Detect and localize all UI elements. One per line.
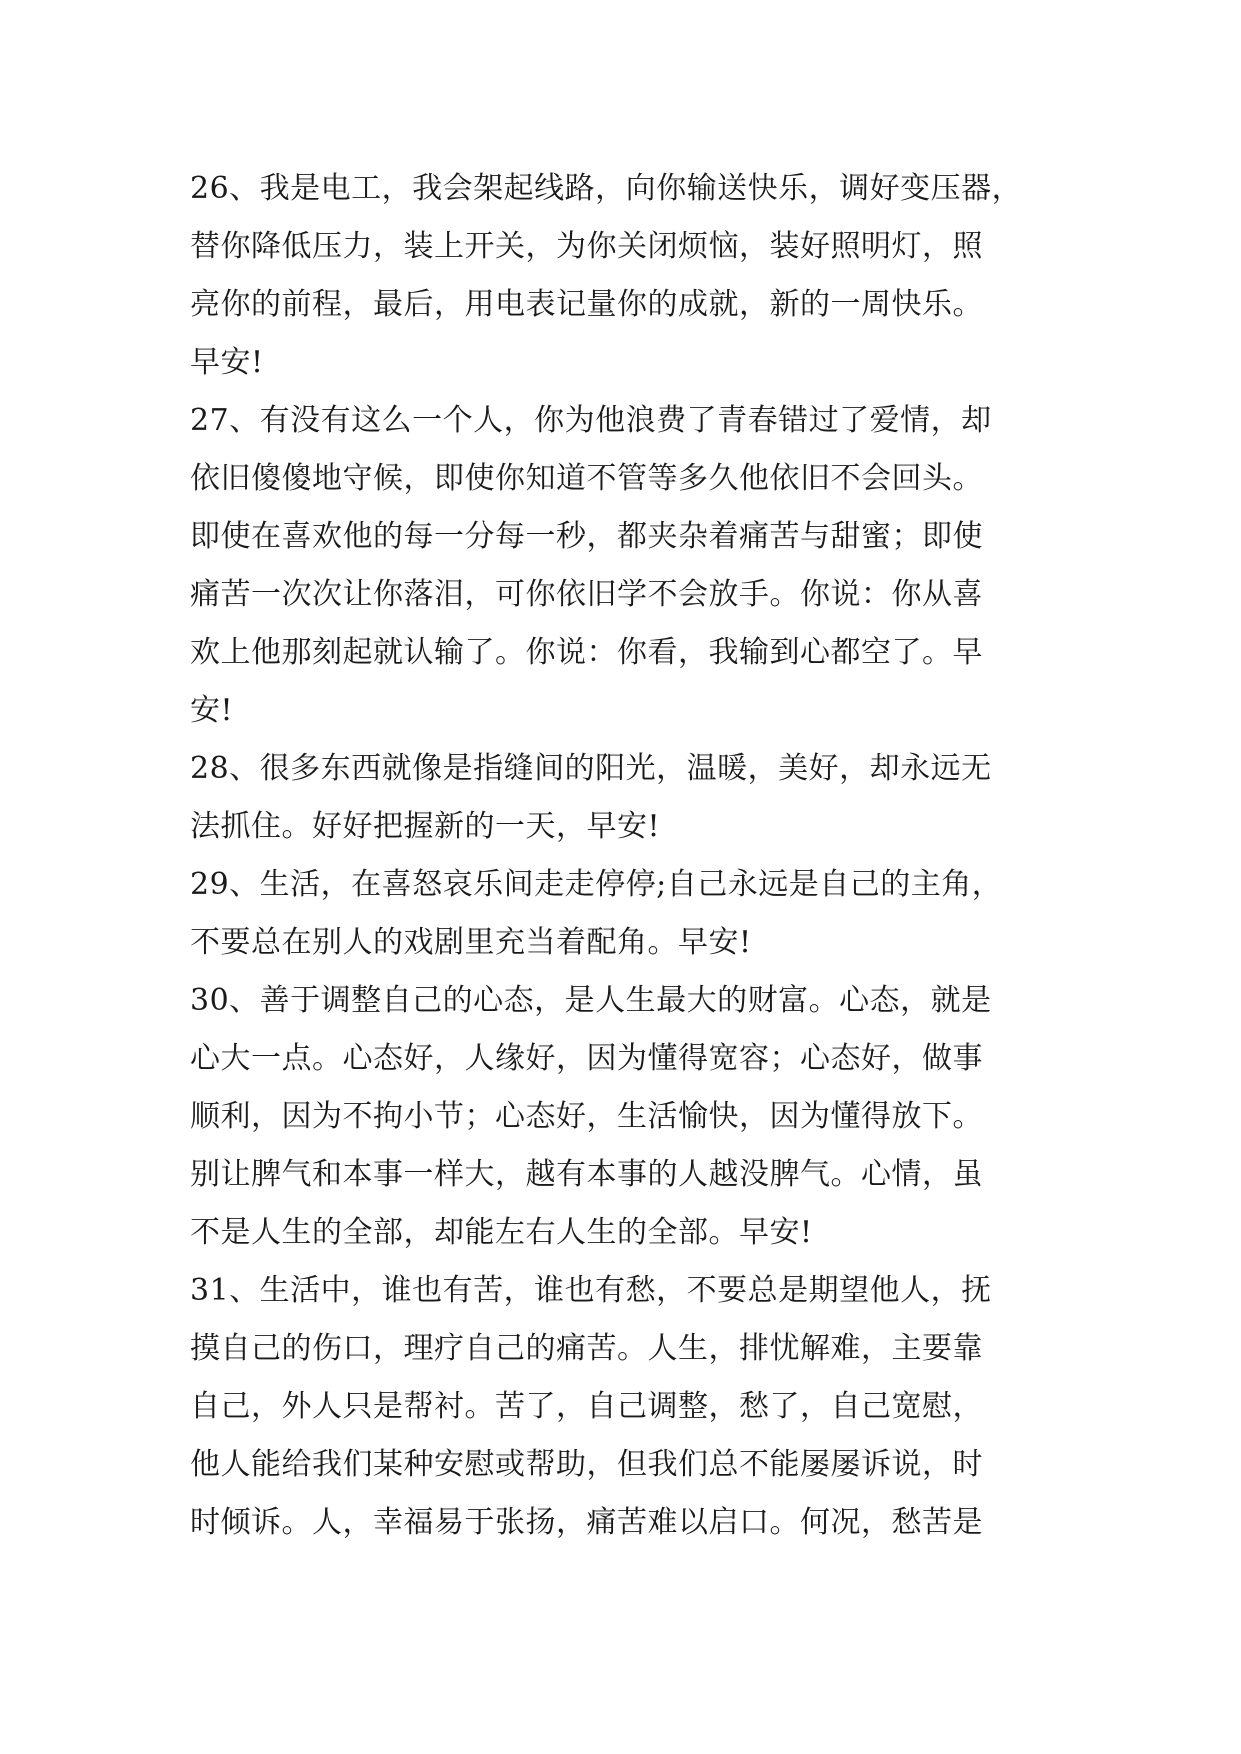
text-line: 痛苦一次次让你落泪，可你依旧学不会放手。你说：你从喜 <box>190 577 983 612</box>
text-line: 顺利，因为不拘小节；心态好，生活愉快，因为懂得放下。 <box>190 1099 983 1134</box>
text-line: 30、善于调整自己的心态，是人生最大的财富。心态，就是 <box>190 983 992 1018</box>
text-line: 亮你的前程，最后，用电表记量你的成就，新的一周快乐。 <box>190 287 983 322</box>
text-line: 欢上他那刻起就认输了。你说：你看，我输到心都空了。早 <box>190 635 983 670</box>
text-line: 他人能给我们某种安慰或帮助，但我们总不能屡屡诉说，时 <box>190 1447 983 1482</box>
text-line: 不是人生的全部，却能左右人生的全部。早安! <box>190 1215 813 1250</box>
text-line: 27、有没有这么一个人，你为他浪费了青春错过了爱情，却 <box>190 403 992 438</box>
text-line: 26、我是电工，我会架起线路，向你输送快乐，调好变压器， <box>190 171 1023 206</box>
text-line: 28、很多东西就像是指缝间的阳光，温暖，美好，却永远无 <box>190 751 992 786</box>
text-line: 依旧傻傻地守候，即使你知道不管等多久他依旧不会回头。 <box>190 461 983 496</box>
text-line: 即使在喜欢他的每一分每一秒，都夹杂着痛苦与甜蜜；即使 <box>190 519 983 554</box>
text-line: 29、生活，在喜怒哀乐间走走停停;自己永远是自己的主角， <box>190 867 1003 902</box>
text-line: 早安! <box>190 345 264 380</box>
text-line: 法抓住。好好把握新的一天，早安! <box>190 809 661 844</box>
text-line: 替你降低压力，装上开关，为你关闭烦恼，装好照明灯，照 <box>190 229 983 264</box>
text-line: 不要总在别人的戏剧里充当着配角。早安! <box>190 925 752 960</box>
text-line: 自己，外人只是帮衬。苦了，自己调整，愁了，自己宽慰， <box>190 1389 983 1424</box>
document-body <box>190 160 1080 1552</box>
text-line: 别让脾气和本事一样大，越有本事的人越没脾气。心情，虽 <box>190 1157 983 1192</box>
text-line: 心大一点。心态好，人缘好，因为懂得宽容；心态好，做事 <box>190 1041 983 1076</box>
text-line: 时倾诉。人，幸福易于张扬，痛苦难以启口。何况，愁苦是 <box>190 1505 983 1540</box>
text-line: 31、生活中，谁也有苦，谁也有愁，不要总是期望他人，抚 <box>190 1273 992 1308</box>
text-line: 安! <box>190 693 234 728</box>
text-line: 摸自己的伤口，理疗自己的痛苦。人生，排忧解难，主要靠 <box>190 1331 983 1366</box>
